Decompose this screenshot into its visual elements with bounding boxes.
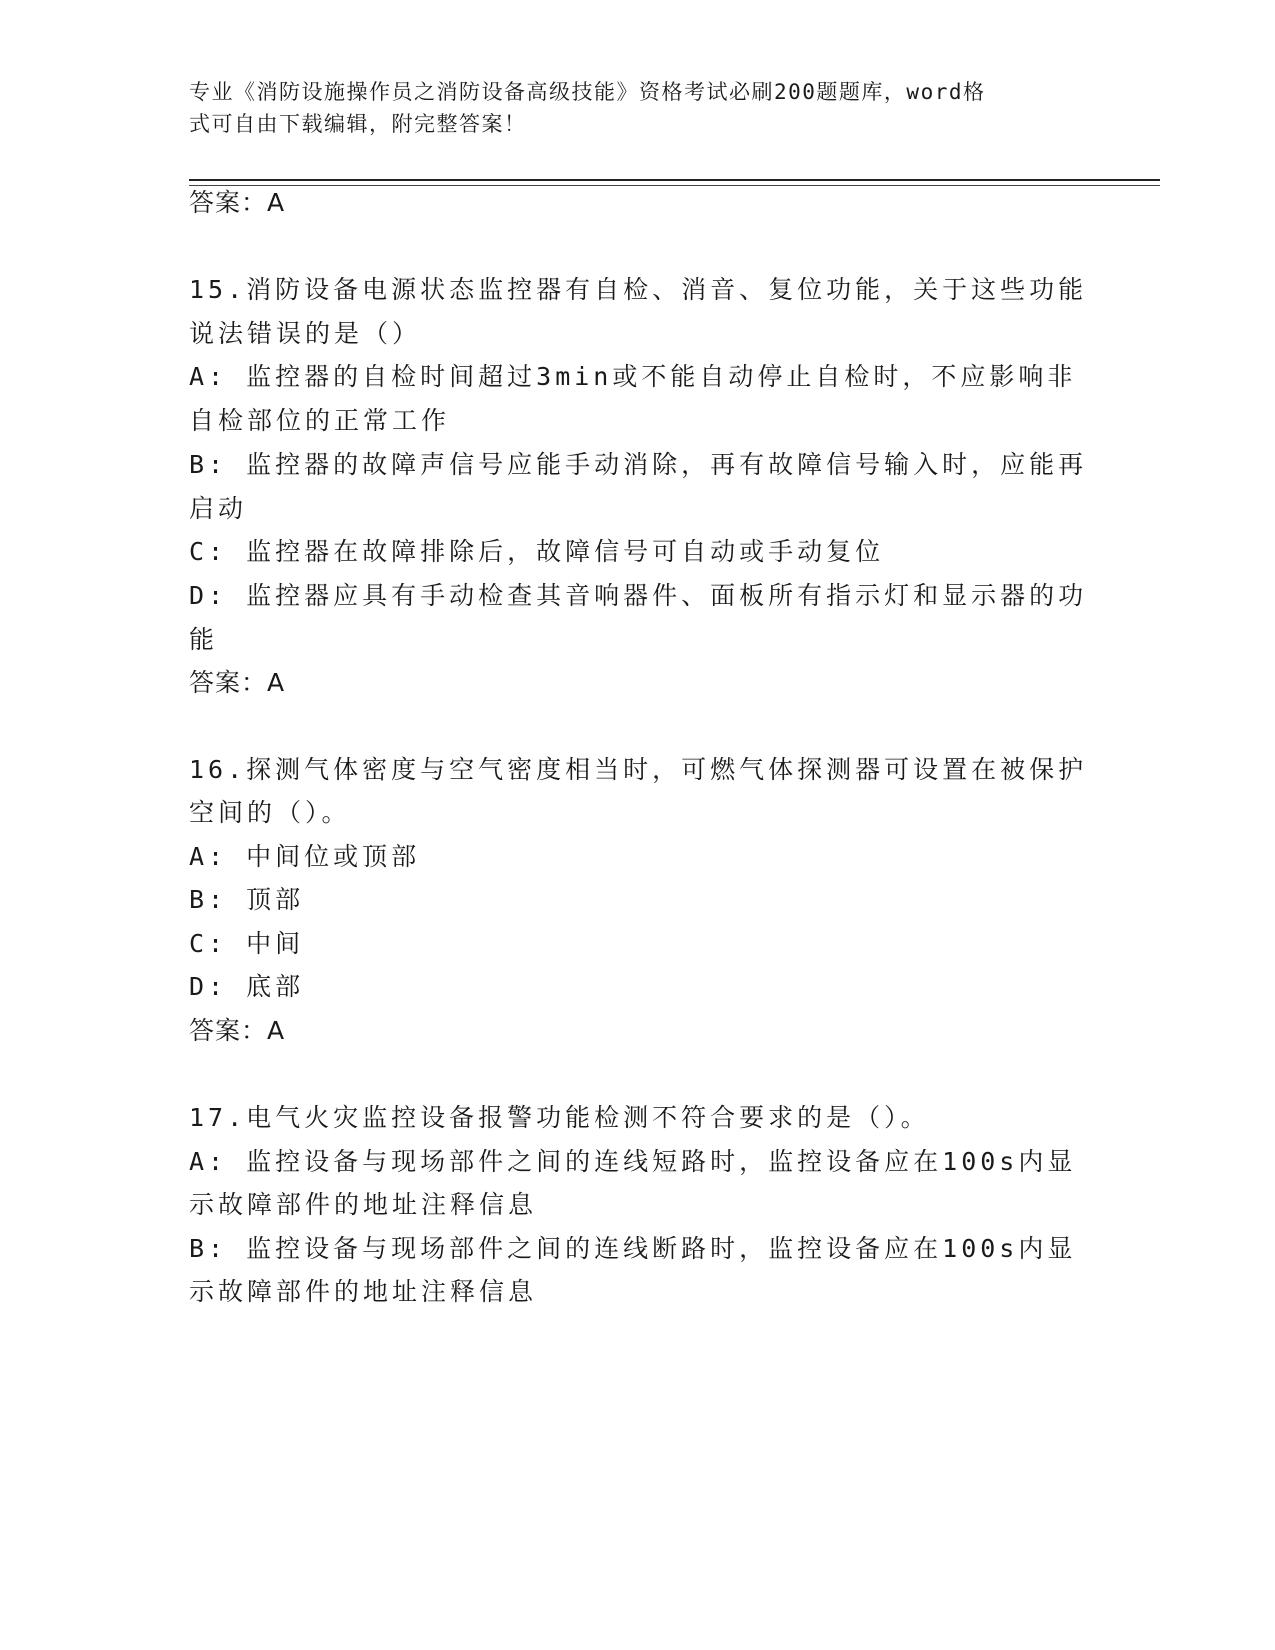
question-stem: 空间的（）。	[189, 798, 351, 827]
option-a: A: 监控器的自检时间超过3min或不能自动停止自检时，不应影响非	[189, 362, 1077, 391]
prev-answer: 答案：A	[189, 188, 286, 217]
question-stem: 17.电气火灾监控设备报警功能检测不符合要求的是（）。	[189, 1103, 930, 1132]
option-a-cont: 示故障部件的地址注释信息	[189, 1190, 538, 1219]
answer: 答案：A	[189, 1016, 286, 1045]
question-stem: 16.探测气体密度与空气密度相当时，可燃气体探测器可设置在被保护	[189, 755, 1088, 784]
option-b: B: 监控设备与现场部件之间的连线断路时，监控设备应在100s内显	[189, 1234, 1077, 1263]
option-d: D: 底部	[189, 972, 305, 1001]
option-a: A: 监控设备与现场部件之间的连线短路时，监控设备应在100s内显	[189, 1147, 1077, 1176]
option-d-cont: 能	[189, 625, 219, 654]
header-divider	[189, 179, 1160, 181]
option-c: C: 监控器在故障排除后，故障信号可自动或手动复位	[189, 537, 885, 566]
option-b-cont: 启动	[189, 494, 248, 523]
question-stem: 说法错误的是（）	[189, 319, 422, 348]
option-c: C: 中间	[189, 929, 305, 958]
option-d: D: 监控器应具有手动检查其音响器件、面板所有指示灯和显示器的功	[189, 581, 1088, 610]
option-a-cont: 自检部位的正常工作	[189, 406, 451, 435]
option-a: A: 中间位或顶部	[189, 842, 421, 871]
answer: 答案：A	[189, 668, 286, 697]
header-line-1: 专业《消防设施操作员之消防设备高级技能》资格考试必刷200题题库，word格	[189, 80, 986, 104]
question-stem: 15.消防设备电源状态监控器有自检、消音、复位功能，关于这些功能	[189, 275, 1088, 304]
header-divider-thin	[189, 185, 1160, 186]
option-b: B: 顶部	[189, 885, 305, 914]
option-b-cont: 示故障部件的地址注释信息	[189, 1277, 538, 1306]
document-header	[189, 76, 1069, 140]
option-b: B: 监控器的故障声信号应能手动消除，再有故障信号输入时，应能再	[189, 450, 1088, 479]
header-line-2: 式可自由下载编辑，附完整答案！	[189, 112, 527, 136]
